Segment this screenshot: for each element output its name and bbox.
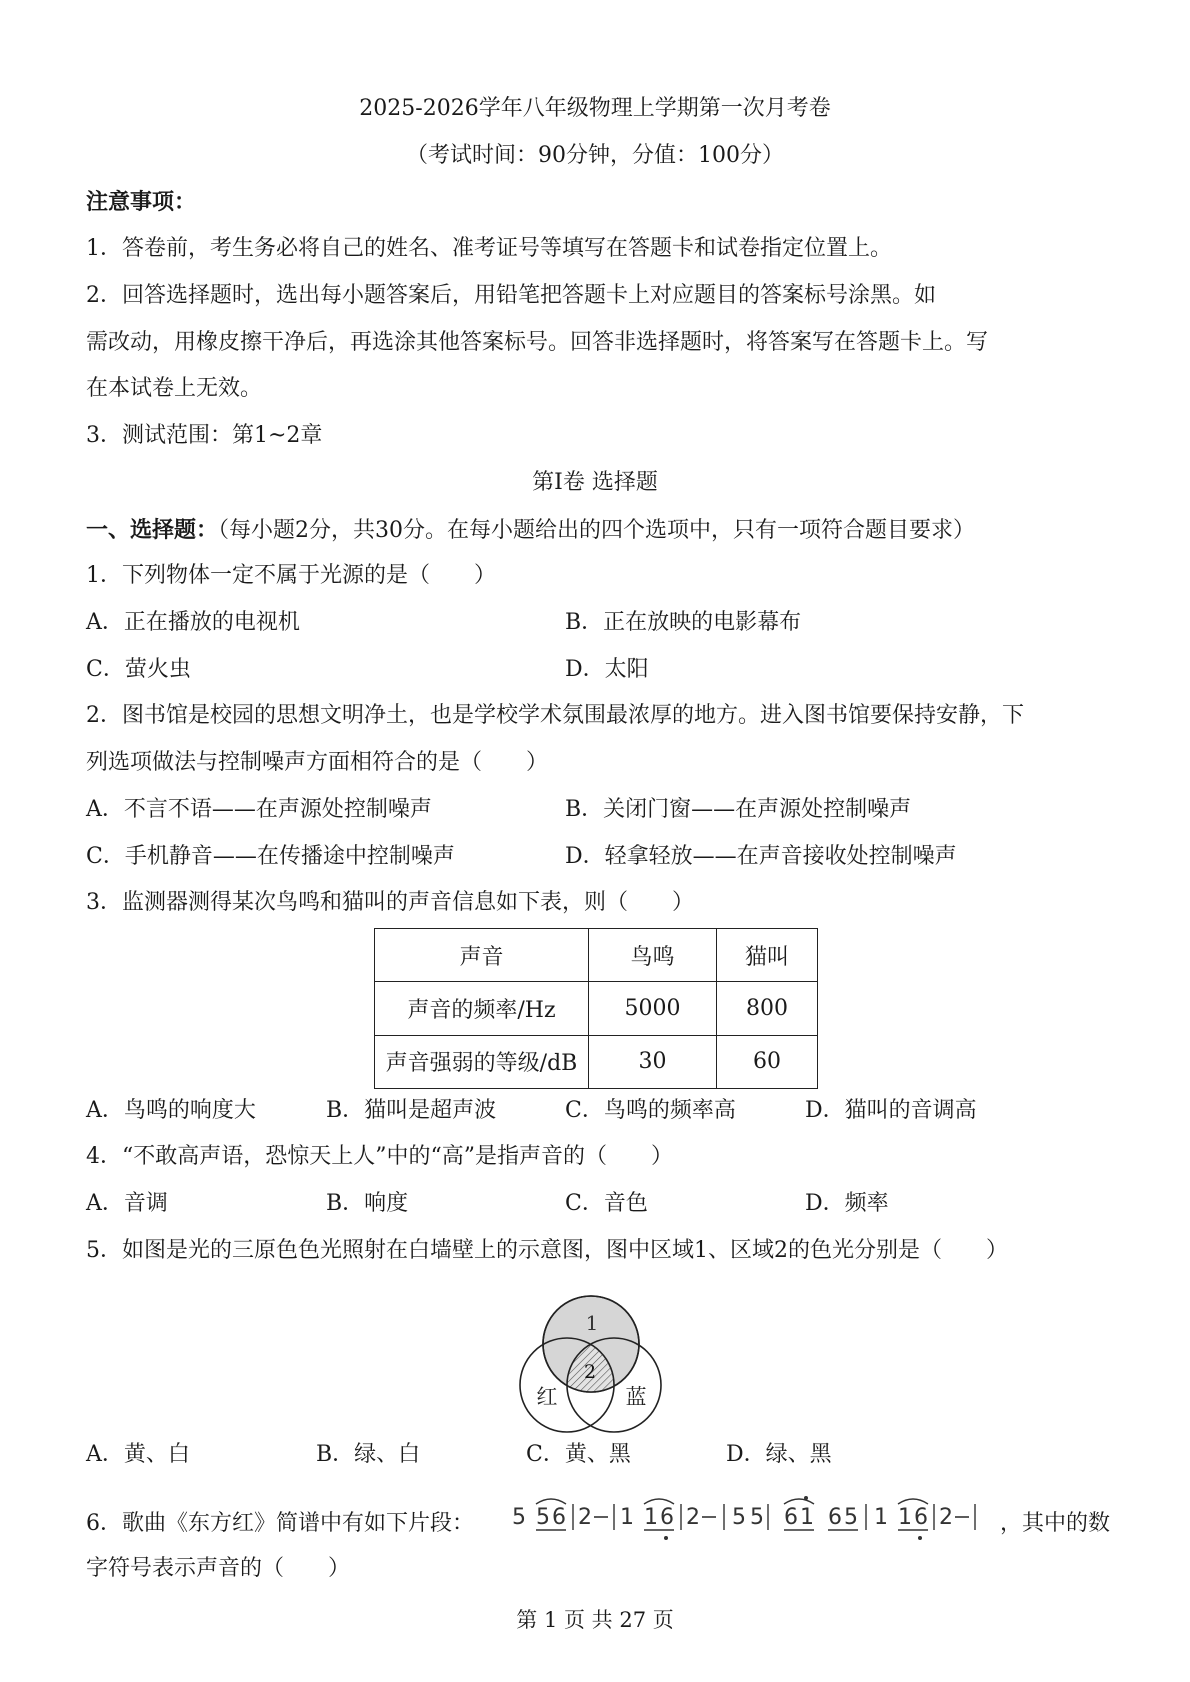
svg-text:5: 5 [512,1505,526,1530]
svg-text:6: 6 [914,1505,928,1530]
table-cell: 声音的频率/Hz [375,982,589,1035]
question-6-stem-cont: 字符号表示声音的（ ） [86,1556,351,1581]
svg-text:5: 5 [750,1505,764,1530]
svg-text:5: 5 [732,1505,746,1530]
section-heading-instructions: （每小题2分，共30分。在每小题给出的四个选项中，只有一项符合题目要求） [218,518,976,543]
question-4-stem: 4．“不敢高声语，恐惊天上人”中的“高”是指声音的（ ） [86,1144,673,1169]
note-line: 需改动，用橡皮擦干净后，再选涂其他答案标号。回答非选择题时，将答案写在答题卡上。写 [86,330,989,355]
jianpu-score-excerpt [510,1484,980,1548]
q4-option-d: D．频率 [805,1191,889,1216]
exam-title: 2025-2026学年八年级物理上学期第一次月考卷 [359,96,831,121]
region-1-label: 1 [585,1311,599,1335]
q1-option-a: A．正在播放的电视机 [86,610,300,635]
table-cell: 60 [717,1035,818,1088]
exam-subtitle: （考试时间：90分钟，分值：100分） [406,143,784,168]
svg-text:1: 1 [620,1505,634,1530]
svg-text:2: 2 [939,1505,953,1530]
q4-option-a: A．音调 [86,1191,168,1216]
svg-text:2: 2 [686,1505,700,1530]
note-line: 3．测试范围：第1~2章 [86,423,323,448]
question-6-stem: 6．歌曲《东方红》简谱中有如下片段： [86,1511,474,1536]
question-3-stem: 3．监测器测得某次鸟鸣和猫叫的声音信息如下表，则（ ） [86,890,694,915]
svg-text:5: 5 [844,1505,858,1530]
table-cell: 声音强弱的等级/dB [375,1035,589,1088]
svg-text:1: 1 [898,1505,912,1530]
svg-text:6: 6 [828,1505,842,1530]
svg-text:1: 1 [874,1505,888,1530]
q2-option-a: A．不言不语——在声源处控制噪声 [86,797,432,822]
svg-text:1: 1 [800,1505,814,1530]
note-line: 在本试卷上无效。 [86,376,263,401]
q4-option-c: C．音色 [565,1191,648,1216]
q3-option-d: D．猫叫的音调高 [805,1098,977,1123]
q5-option-a: A．黄、白 [86,1442,190,1467]
section-heading [86,515,975,546]
q5-option-c: C．黄、黑 [526,1442,631,1467]
q3-option-c: C．鸟鸣的频率高 [565,1098,736,1123]
table-header-row [375,929,818,982]
notes-heading: 注意事项： [86,189,197,215]
table-header-cell: 鸟鸣 [589,929,717,982]
q3-option-a: A．鸟鸣的响度大 [86,1098,256,1123]
table-row [375,1035,818,1088]
q2-option-d: D．轻拿轻放——在声音接收处控制噪声 [565,844,957,869]
question-2-stem: 2．图书馆是校园的思想文明净土，也是学校学术氛围最浓厚的地方。进入图书馆要保持安静，下 [86,703,1025,728]
q5-option-b: B．绿、白 [316,1442,421,1467]
section-heading-label: 一、选择题： [86,517,219,543]
q1-option-c: C．萤火虫 [86,657,191,682]
svg-text:2: 2 [578,1505,592,1530]
q5-option-d: D．绿、黑 [726,1442,832,1467]
blue-label: 蓝 [625,1385,647,1409]
table-header-cell: 声音 [375,929,589,982]
q2-option-b: B．关闭门窗——在声源处控制噪声 [565,797,912,822]
table-row [375,982,818,1035]
table-cell: 5000 [589,982,717,1035]
question-1-stem: 1．下列物体一定不属于光源的是（ ） [86,563,496,588]
table-header-cell: 猫叫 [717,929,818,982]
q2-option-c: C．手机静音——在传播途中控制噪声 [86,844,455,869]
svg-text:6: 6 [784,1505,798,1530]
q4-option-b: B．响度 [326,1191,409,1216]
q3-option-b: B．猫叫是超声波 [326,1098,497,1123]
table-cell: 30 [589,1035,717,1088]
table-cell: 800 [717,982,818,1035]
red-label: 红 [536,1385,558,1409]
note-line: 1．答卷前，考生务必将自己的姓名、准考证号等填写在答题卡和试卷指定位置上。 [86,236,892,261]
svg-text:6: 6 [552,1505,566,1530]
svg-text:5: 5 [536,1505,550,1530]
page-footer: 第 1 页 共 27 页 [516,1608,674,1632]
note-line: 2．回答选择题时，选出每小题答案后，用铅笔把答题卡上对应题目的答案标号涂黑。如 [86,283,936,308]
q1-option-b: B．正在放映的电影幕布 [565,610,802,635]
question-5-stem: 5．如图是光的三原色色光照射在白墙壁上的示意图，图中区域1、区域2的色光分别是（ ） [86,1238,1008,1263]
svg-text:6: 6 [660,1505,674,1530]
three-primary-colors-diagram [510,1284,680,1434]
svg-text:1: 1 [644,1505,658,1530]
sound-data-table [374,928,818,1089]
question-2-stem-cont: 列选项做法与控制噪声方面相符合的是（ ） [86,750,549,775]
section-title: 第Ⅰ卷 选择题 [532,470,658,495]
q1-option-d: D．太阳 [565,657,649,682]
region-2-label: 2 [583,1361,597,1383]
question-6-stem-end: ，其中的数 [1000,1511,1111,1536]
